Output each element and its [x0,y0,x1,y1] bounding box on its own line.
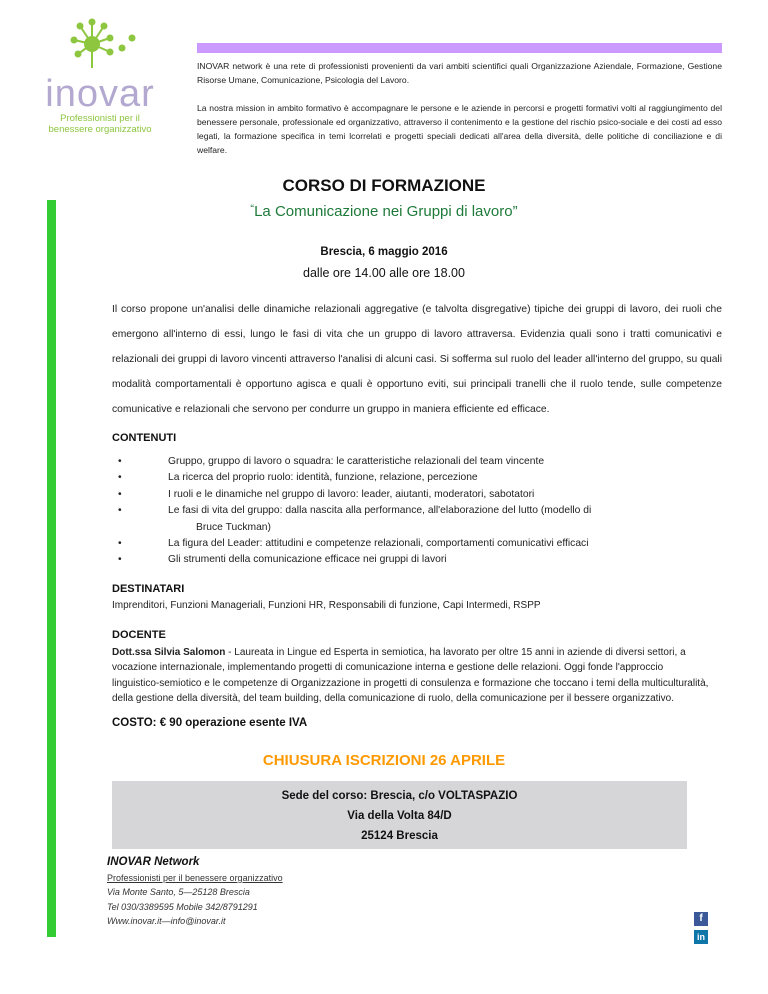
contenuti-list [112,454,722,569]
list-item-continuation: Bruce Tuckman) [196,521,271,533]
subtitle-text: La Comunicazione nei Gruppi di lavoro” [254,203,518,220]
linkedin-icon[interactable]: in [694,930,708,944]
destinatari-heading: DESTINATARI [112,582,185,595]
footer-web[interactable]: Www.inovar.it—info@inovar.it [107,916,226,927]
destinatari-text: Imprenditori, Funzioni Manageriali, Funzioni HR, Responsabili di funzione, Capi Intermedi, RSPP [112,599,541,611]
venue-line: Via della Volta 84/D [347,809,452,822]
logo-tagline-2: benessere organizzativo [48,124,152,135]
list-item: • Gli strumenti della comunicazione efficace nei gruppi di lavori [112,552,722,568]
venue-line: Sede del corso: Brescia, c/o VOLTASPAZIO [281,789,518,802]
contenuti-heading: CONTENUTI [112,432,177,444]
course-title: CORSO DI FORMAZIONE [282,176,486,195]
dandelion-icon [60,18,140,68]
logo-tagline-1: Professionisti per il [60,113,140,124]
side-accent-bar [47,200,56,937]
header-accent-bar [197,43,722,53]
list-item: • Gruppo, gruppo di lavoro o squadra: le caratteristiche relazionali del team vincente [112,454,722,470]
footer-phone: Tel 030/3389595 Mobile 342/8791291 [107,901,258,912]
list-item: • La figura del Leader: attitudini e competenze relazionali, comportamenti comunicativi efficaci [112,536,722,552]
list-item: • I ruoli e le dinamiche nel gruppo di lavoro: leader, aiutanti, moderatori, sabotatori [112,487,722,503]
docente-text [112,645,712,707]
main-content [107,297,722,929]
open-quote: “ [250,203,255,215]
facebook-icon[interactable]: f [694,912,708,926]
footer-tagline: Professionisti per il benessere organizzativo [107,872,283,883]
docente-bio: - Laureata in Lingue ed Esperta in semiotica, ha lavorato per oltre 15 anni in aziende di diversi settori, a vocazione internazionale, implementando progetti di comunicazione interna e gestione delle relazioni. Oggi fonde l'approccio linguistico-semiotico e le competenze di Organizzazione in progetti di consulenza e formazione che toccano i temi della multiculturalità, della gestione della diversità, del team building, della comunicazione di ruolo, della comunicazione per il bessere organizzativo. [112,646,709,705]
docente-heading: DOCENTE [112,628,166,641]
footer-contacts [107,853,667,929]
venue-line: 25124 Brescia [361,829,438,842]
intro-paragraph: INOVAR network è una rete di professionisti provenienti da vari ambiti scientifici quali Organizzazione Aziendale, Formazione, Gestione Risorse Umane, Comunicazione, Psicologia del Lavoro. [197,61,722,85]
course-date: Brescia, 6 maggio 2016 [320,246,448,258]
inovar-logo [20,18,180,135]
list-item: • Le fasi di vita del gruppo: dalla nascita alla performance, all'elaborazione del lutto (modello di [112,503,722,519]
course-cost: COSTO: € 90 operazione esente IVA [112,716,308,729]
intro-text [197,59,722,157]
docente-name: Dott.ssa Silvia Salomon [112,646,226,658]
intro-paragraph: La nostra mission in ambito formativo è accompagnare le persone e le aziende in percorsi e progetti formativi volti al raggiungimento del benessere personale, professionale ed organizzativo, attraverso il contenimento e la gestione del rischio psico-sociale e dei costi ad esso legati, la formazione specifica in temi lcorrelati e progetti speciali dedicati all'area della diversità, delle politiche di conciliazione e di welfare. [197,103,722,155]
course-hours: dalle ore 14.00 alle ore 18.00 [303,266,465,280]
footer-address: Via Monte Santo, 5—25128 Brescia [107,887,250,898]
course-subtitle [0,203,768,220]
footer-name: INOVAR Network [107,855,200,868]
registration-deadline: CHIUSURA ISCRIZIONI 26 APRILE [262,751,506,769]
venue-box [112,781,687,849]
course-description: Il corso propone un'analisi delle dinamiche relazionali aggregative (e talvolta disgregative) tipiche dei gruppi di lavoro, dei ruoli che emergono all'interno di essi, lungo le fasi di vita che un gruppo di lavoro attraversa. Evidenzia quali sono i tratti comunicativi e relazionali dei gruppi di lavoro vincenti attraverso l'analisi di alcuni casi. Si sofferma sul ruolo del leader all'interno del gruppo, su quali modalità comportamentali è opportuno agisca e quali è opportuno eviti, sui principali tranelli che il ruolo tende, sulle competenze comunicative e relazionali che servono per condurre un gruppo in maniera efficiente ed efficace. [112,304,722,415]
list-item: • La ricerca del proprio ruolo: identità, funzione, relazione, percezione [112,470,722,486]
logo-wordmark: inovar [45,73,155,115]
